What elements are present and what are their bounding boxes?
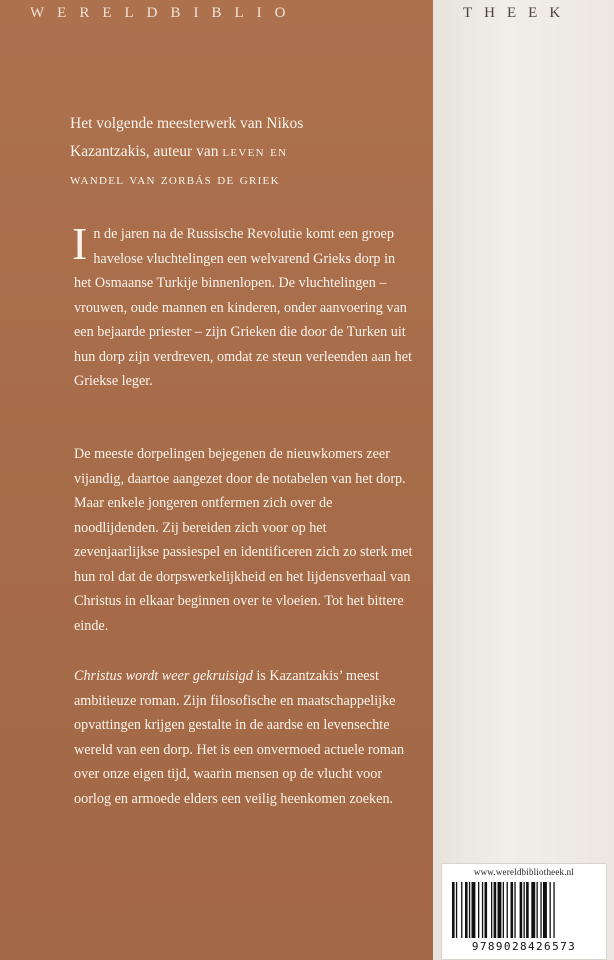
- barcode-icon: [450, 882, 598, 940]
- barcode-label: [441, 863, 607, 960]
- intro-line-1: Het volgende meesterwerk van Nikos: [70, 115, 304, 132]
- description-paragraph-1: [72, 218, 414, 394]
- intro-line-2: [70, 138, 415, 166]
- series-name-right: THEEK: [463, 5, 573, 21]
- series-name-left: WERELDBIBLIO: [30, 5, 299, 21]
- drop-cap: I: [72, 218, 88, 269]
- paragraph-3-text: is Kazantzakis’ meest ambitieuze roman. Zijn filosofische en maatschappelijke opvattingen krijgen gestalte in de aardse en levensechte wereld van een dorp. Het is een onvermoed actuele roman over onze eigen tijd, waarin mensen op de vlucht voor oorlog en armoede elders een veilig heenkomen zoeken.: [74, 668, 405, 807]
- intro-blurb: [70, 110, 415, 194]
- isbn-number: 9789028426573: [471, 940, 577, 953]
- book-title-part-1: leven en: [222, 143, 288, 160]
- book-title-italic: Christus wordt weer gekruisigd: [74, 668, 253, 684]
- description-paragraph-3: [74, 664, 414, 811]
- description-paragraph-2: De meeste dorpelingen bejegenen de nieuwkomers zeer vijandig, daartoe aangezet door de notabelen van het dorp. Maar enkele jongeren ontfermen zich over de noodlijdenden. Zij bereiden zich voor op het zevenjaarlijkse passiespel en identificeren zich zo sterk met hun rol dat de dorpswerkelijkheid en het lijdensverhaal van Christus in elkaar beginnen over te vloeien. Tot het bittere einde.: [74, 446, 413, 634]
- intro-line-2-prefix: Kazantzakis, auteur van: [70, 143, 223, 160]
- back-cover-paper-strip: [433, 0, 614, 960]
- series-name: [0, 5, 614, 27]
- book-title-part-2: wandel van zorbás de griek: [70, 171, 280, 188]
- publisher-url: www.wereldbibliotheek.nl: [473, 867, 575, 877]
- paragraph-1-text: n de jaren na de Russische Revolutie komt een groep havelose vluchtelingen een welvarend Grieks dorp in het Osmaanse Turkije binnenlopen. De vluchtelingen – vrouwen, oude mannen en kinderen, onder aanvoering van een bejaarde priester – zijn Grieken die door de Turken uit hun dorp zijn verdreven, omdat ze steun verleenden aan het Griekse leger.: [74, 226, 412, 389]
